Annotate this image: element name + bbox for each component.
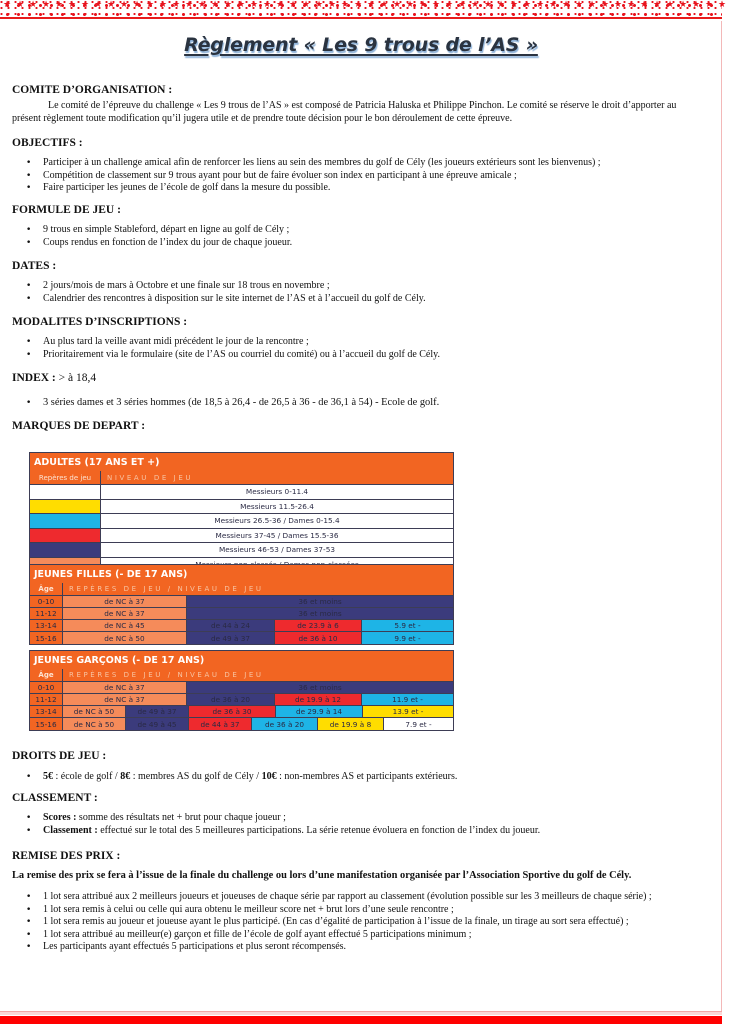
repere-cell: de 29.9 à 14 <box>276 706 363 717</box>
list-item: • 1 lot sera attribué aux 2 meilleurs joueurs et joueuses de chaque série par rapport au classement (évolution possible sur les 3 meilleurs de chaque série) ; <box>40 891 652 904</box>
repere-cell: de NC à 50 <box>63 632 187 644</box>
star-icon: ★ <box>211 0 220 10</box>
star-icon: ★ <box>458 0 467 10</box>
garcons-row <box>30 694 453 706</box>
star-icon: ★ <box>55 0 64 10</box>
jeunes-filles-table <box>29 564 454 645</box>
repere-cell: 5.9 et - <box>362 620 453 631</box>
star-icon: ★ <box>484 0 493 10</box>
star-icon: ★ <box>692 0 701 10</box>
droits-list <box>40 771 457 784</box>
comite-text: Le comité de l’épreuve du challenge « Les 9 trous de l’AS » est composé de Patricia Haluska et Philippe Pinchon. Le comité se réserve le droit d’apporter au présent règlement toute modification qu’il jugera utile et de prendre toute décision pour le bon déroulement de cette épreuve. <box>12 100 677 124</box>
star-icon: ★ <box>445 0 454 10</box>
star-icon: ★ <box>419 0 428 10</box>
repere-cell: de NC à 37 <box>63 608 187 619</box>
adultes-row <box>30 543 453 558</box>
adultes-row <box>30 500 453 515</box>
repere-cell: 11.9 et - <box>362 694 453 705</box>
star-icon: ★ <box>705 0 714 10</box>
remise-lead: La remise des prix se fera à l’issue de la finale du challenge ou lors d’une manifestation organisée par l’Association Sportive du golf de Cély. <box>12 870 632 881</box>
star-icon: ★ <box>354 0 363 10</box>
star-icon: ★ <box>68 0 77 10</box>
star-icon: ★ <box>328 0 337 10</box>
star-icon: ★ <box>666 0 675 10</box>
star-icon: ★ <box>159 0 168 10</box>
star-icon: ★ <box>575 0 584 10</box>
garcons-col-age: Âge <box>30 669 63 681</box>
niveau-cell: Messieurs 11.5-26.4 <box>101 500 453 514</box>
star-icon: ★ <box>3 0 12 10</box>
star-icon: ★ <box>393 0 402 10</box>
star-icon: ★ <box>276 0 285 10</box>
star-icon: ★ <box>471 0 480 10</box>
star-icon: ★ <box>549 0 558 10</box>
star-icon: ★ <box>29 0 38 10</box>
section-heading-objectifs: OBJECTIFS : <box>12 137 83 149</box>
star-icon: ★ <box>341 0 350 10</box>
price-ecole-label: : école de golf / <box>53 771 121 782</box>
repere-cell: de NC à 37 <box>63 596 187 607</box>
tee-color-swatch <box>30 485 101 499</box>
section-heading-marques: MARQUES DE DEPART : <box>12 420 146 432</box>
remise-list <box>40 891 652 954</box>
star-icon: ★ <box>432 0 441 10</box>
repere-cell: de NC à 50 <box>63 718 126 730</box>
age-cell: 15-16 <box>30 632 63 644</box>
repere-cell: de 23.9 à 6 <box>275 620 362 631</box>
star-icon: ★ <box>198 0 207 10</box>
repere-cell: de 19.9 à 8 <box>318 718 384 730</box>
age-cell: 13-14 <box>30 706 63 717</box>
price-exterieurs-label: : non-membres AS et participants extérieurs. <box>276 771 458 782</box>
age-cell: 11-12 <box>30 608 63 619</box>
list-item: • Prioritairement via le formulaire (site de l’AS ou courriel du comité) ou à l’accueil du golf de Cély. <box>40 349 440 362</box>
star-icon: ★ <box>640 0 649 10</box>
adultes-col-niveau: NIVEAU DE JEU <box>101 471 453 484</box>
repere-cell: de NC à 37 <box>63 694 187 705</box>
list-item: • 1 lot sera attribué au meilleur(e) garçon et fille de l’école de golf ayant effectué 5 participations minimum ; <box>40 929 652 942</box>
formule-list <box>40 224 292 249</box>
filles-row <box>30 620 453 632</box>
star-icon: ★ <box>107 0 116 10</box>
star-icon: ★ <box>510 0 519 10</box>
star-icon: ★ <box>133 0 142 10</box>
adultes-row <box>30 514 453 529</box>
price-exterieurs: 10€ <box>261 771 277 782</box>
classement-text: somme des résultats net + brut pour chaque joueur ; <box>76 812 286 823</box>
list-item: • 1 lot sera remis au joueur et joueuse ayant le plus participé. (En cas d’égalité de participation à l’issue de la finale, un tirage au sort sera effectué) ; <box>40 916 652 929</box>
section-heading-index: INDEX : <box>12 372 56 384</box>
star-icon: ★ <box>562 0 571 10</box>
tee-color-swatch <box>30 500 101 514</box>
list-item: • Au plus tard la veille avant midi précédent le jour de la rencontre ; <box>40 336 440 349</box>
star-icon: ★ <box>185 0 194 10</box>
repere-cell: de NC à 45 <box>63 620 187 631</box>
objectifs-list <box>40 157 601 195</box>
star-icon: ★ <box>653 0 662 10</box>
adultes-table <box>29 452 454 573</box>
star-icon: ★ <box>588 0 597 10</box>
garcons-table-title: JEUNES GARÇONS (- DE 17 ANS) <box>30 651 453 669</box>
section-heading-modalites: MODALITES D’INSCRIPTIONS : <box>12 316 188 328</box>
list-item: • Calendrier des rencontres à disposition sur le site internet de l’AS et à l’accueil du golf de Cély. <box>40 293 426 306</box>
tee-color-swatch <box>30 514 101 528</box>
repere-cell: de 44 à 24 <box>187 620 275 631</box>
star-icon: ★ <box>250 0 259 10</box>
list-item: • Coups rendus en fonction de l’index du jour de chaque joueur. <box>40 237 292 250</box>
adultes-col-reperes: Repères de jeu <box>30 471 101 484</box>
star-icon: ★ <box>146 0 155 10</box>
list-item <box>40 771 457 784</box>
star-icon: ★ <box>81 0 90 10</box>
star-icon: ★ <box>120 0 129 10</box>
tee-color-swatch <box>30 543 101 557</box>
section-heading-comite: COMITE D’ORGANISATION : <box>12 84 173 96</box>
repere-cell: de 49 à 45 <box>126 718 189 730</box>
star-icon: ★ <box>302 0 311 10</box>
footer-band <box>0 1016 722 1024</box>
section-heading-droits: DROITS DE JEU : <box>12 750 107 762</box>
list-item: • 3 séries dames et 3 séries hommes (de 18,5 à 26,4 - de 26,5 à 36 - de 36,1 à 54) - Ecole de golf. <box>40 397 439 410</box>
header-stars-band <box>0 0 727 19</box>
star-icon: ★ <box>679 0 688 10</box>
star-icon: ★ <box>497 0 506 10</box>
repere-cell: de 49 à 37 <box>187 632 275 644</box>
age-cell: 11-12 <box>30 694 63 705</box>
list-item: • 2 jours/mois de mars à Octobre et une finale sur 18 trous en novembre ; <box>40 280 426 293</box>
star-icon: ★ <box>406 0 415 10</box>
repere-cell: de NC à 50 <box>63 706 126 717</box>
modalites-list <box>40 336 440 361</box>
section-heading-remise: REMISE DES PRIX : <box>12 850 121 862</box>
star-icon: ★ <box>16 0 25 10</box>
section-heading-dates: DATES : <box>12 260 57 272</box>
star-icon: ★ <box>380 0 389 10</box>
classement-label: Scores : <box>43 812 77 823</box>
page-title: Règlement « Les 9 trous de l’AS » <box>184 34 538 56</box>
star-icon: ★ <box>536 0 545 10</box>
list-item: • Participer à un challenge amical afin de renforcer les liens au sein des membres du golf de Cély (les joueurs extérieurs sont les bienvenus) ; <box>40 157 601 170</box>
age-cell: 13-14 <box>30 620 63 631</box>
star-icon: ★ <box>172 0 181 10</box>
star-icon: ★ <box>627 0 636 10</box>
star-icon: ★ <box>237 0 246 10</box>
garcons-col-reperes: REPÈRES DE JEU / NIVEAU DE JEU <box>63 669 453 681</box>
price-membres: 8€ <box>120 771 131 782</box>
section-heading-classement: CLASSEMENT : <box>12 792 98 804</box>
repere-cell: de 36 à 10 <box>275 632 362 644</box>
garcons-row <box>30 706 453 718</box>
repere-cell: de 36 à 20 <box>187 694 275 705</box>
star-icon: ★ <box>42 0 51 10</box>
adultes-row <box>30 529 453 544</box>
section-heading-formule: FORMULE DE JEU : <box>12 204 121 216</box>
repere-cell: de 49 à 37 <box>126 706 189 717</box>
filles-row <box>30 608 453 620</box>
repere-cell: de NC à 37 <box>63 682 187 693</box>
filles-col-age: Âge <box>30 583 63 595</box>
filles-table-title: JEUNES FILLES (- DE 17 ANS) <box>30 565 453 583</box>
list-item: • 9 trous en simple Stableford, départ en ligne au golf de Cély ; <box>40 224 292 237</box>
repere-cell: de 36 à 20 <box>252 718 318 730</box>
garcons-row <box>30 682 453 694</box>
star-icon: ★ <box>718 0 727 10</box>
comite-paragraph <box>12 99 702 125</box>
price-ecole: 5€ <box>43 771 53 782</box>
star-icon: ★ <box>263 0 272 10</box>
jeunes-garcons-table <box>29 650 454 731</box>
list-item: • 1 lot sera remis à celui ou celle qui aura obtenu le meilleur score net + brut lors d’une seule rencontre ; <box>40 904 652 917</box>
niveau-cell: Messieurs 26.5-36 / Dames 0-15.4 <box>101 514 453 528</box>
niveau-cell: Messieurs 46-53 / Dames 37-53 <box>101 543 453 557</box>
star-icon: ★ <box>224 0 233 10</box>
repere-cell: 13.9 et - <box>363 706 453 717</box>
repere-cell: de 19.9 à 12 <box>275 694 362 705</box>
list-item <box>40 825 540 838</box>
index-value: > à 18,4 <box>55 372 97 384</box>
age-cell: 15-16 <box>30 718 63 730</box>
star-icon: ★ <box>315 0 324 10</box>
star-icon: ★ <box>614 0 623 10</box>
star-icon: ★ <box>601 0 610 10</box>
dates-list <box>40 280 426 305</box>
filles-col-reperes: REPÈRES DE JEU / NIVEAU DE JEU <box>63 583 453 595</box>
filles-row <box>30 596 453 608</box>
garcons-row <box>30 718 453 730</box>
list-item <box>40 812 540 825</box>
niveau-cell: Messieurs 37-45 / Dames 15.5-36 <box>101 529 453 543</box>
price-membres-label: : membres AS du golf de Cély / <box>130 771 262 782</box>
star-icon: ★ <box>289 0 298 10</box>
repere-cell: de 36 à 30 <box>189 706 276 717</box>
repere-cell: 9.9 et - <box>362 632 453 644</box>
adultes-row <box>30 485 453 500</box>
star-icon: ★ <box>367 0 376 10</box>
index-list <box>40 397 439 410</box>
classement-label: Classement : <box>43 824 98 836</box>
star-icon: ★ <box>523 0 532 10</box>
tee-color-swatch <box>30 529 101 543</box>
index-line <box>12 372 96 384</box>
adultes-table-title: ADULTES (17 ANS ET +) <box>30 453 453 471</box>
footer-band-light <box>0 1011 722 1015</box>
age-cell: 0-10 <box>30 682 63 693</box>
repere-cell: de 44 à 37 <box>189 718 252 730</box>
repere-cell: 36 et moins <box>187 682 453 693</box>
age-cell: 0-10 <box>30 596 63 607</box>
niveau-cell: Messieurs 0-11.4 <box>101 485 453 499</box>
filles-row <box>30 632 453 644</box>
repere-cell: 36 et moins <box>187 608 453 619</box>
repere-cell: 7.9 et - <box>384 718 453 730</box>
classement-text: effectué sur le total des 5 meilleures participations. La série retenue évoluera en fonction de l’index du joueur. <box>97 824 541 836</box>
classement-list <box>40 812 540 837</box>
list-item: • Les participants ayant effectués 5 participations et plus seront récompensés. <box>40 941 652 954</box>
list-item: • Faire participer les jeunes de l’école de golf dans la mesure du possible. <box>40 182 601 195</box>
list-item: • Compétition de classement sur 9 trous ayant pour but de faire évoluer son index en participant à une épreuve amicale ; <box>40 170 601 183</box>
star-icon: ★ <box>94 0 103 10</box>
repere-cell: 36 et moins <box>187 596 453 607</box>
